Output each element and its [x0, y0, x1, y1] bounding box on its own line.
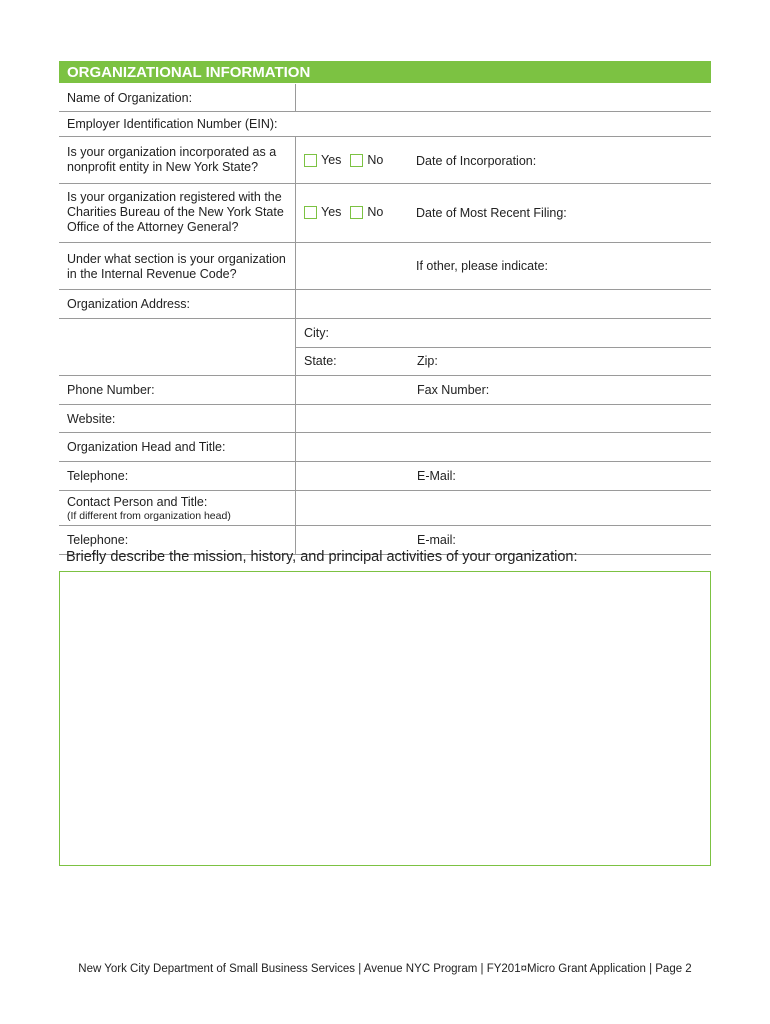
input-org-head[interactable] — [295, 433, 711, 461]
label-telephone: Telephone: — [67, 469, 129, 483]
label-irc-line1: Under what section is your organization — [67, 252, 286, 266]
mission-textarea[interactable] — [59, 571, 711, 866]
label-incorporated-no: No — [367, 153, 384, 167]
label-date-incorporation: Date of Incorporation: — [416, 154, 537, 168]
input-contact-person[interactable] — [295, 491, 711, 525]
label-org-address: Organization Address: — [67, 297, 190, 311]
label-phone: Phone Number: — [67, 383, 155, 397]
address-city-line — [296, 319, 711, 348]
label-email: E-Mail: — [417, 469, 456, 483]
row-phone — [59, 376, 711, 405]
label-fax: Fax Number: — [417, 383, 490, 397]
row-incorporated — [59, 137, 711, 184]
row-website — [59, 405, 711, 433]
describe-prompt: Briefly describe the mission, history, and principal activities of your organization: — [66, 549, 578, 565]
checkbox-incorporated-yes[interactable] — [304, 154, 317, 167]
page-footer: New York City Department of Small Business Services | Avenue NYC Program | FY201¤Micro Grant Application | Page 2 — [78, 963, 692, 975]
label-incorporated-line2: nonprofit entity in New York State? — [67, 160, 259, 174]
label-irc-line2: in the Internal Revenue Code? — [67, 267, 237, 281]
input-org-address[interactable] — [295, 290, 711, 318]
input-irc-section[interactable] — [295, 243, 405, 289]
label-contact-person: Contact Person and Title: — [67, 495, 208, 509]
checkbox-charities-no[interactable] — [350, 206, 363, 219]
checkbox-incorporated-no[interactable] — [350, 154, 363, 167]
label-charities-line2: Charities Bureau of the New York State — [67, 205, 284, 219]
row-charities — [59, 184, 711, 243]
label-contact-note: (If different from organization head) — [67, 510, 231, 522]
label-website: Website: — [67, 412, 116, 426]
label-charities-line1: Is your organization registered with the — [67, 190, 282, 204]
label-org-name: Name of Organization: — [67, 91, 193, 105]
row-telephone — [59, 462, 711, 491]
label-contact-email: E-mail: — [417, 533, 456, 547]
label-charities-no: No — [367, 205, 384, 219]
row-org-head — [59, 433, 711, 462]
row-ein — [59, 112, 711, 137]
row-address-details — [59, 319, 711, 376]
label-zip: Zip: — [417, 354, 438, 368]
label-incorporated-line1: Is your organization incorporated as a — [67, 145, 277, 159]
section-header: ORGANIZATIONAL INFORMATION — [59, 61, 711, 83]
org-info-form — [59, 84, 711, 555]
label-charities-yes: Yes — [321, 205, 342, 219]
row-irc-section — [59, 243, 711, 290]
row-org-name — [59, 84, 711, 112]
label-charities-line3: Office of the Attorney General? — [67, 220, 239, 234]
label-contact-telephone: Telephone: — [67, 533, 129, 547]
label-state: State: — [304, 354, 337, 368]
label-date-filing: Date of Most Recent Filing: — [416, 206, 567, 220]
label-if-other: If other, please indicate: — [416, 259, 549, 273]
checkbox-charities-yes[interactable] — [304, 206, 317, 219]
label-incorporated-yes: Yes — [321, 153, 342, 167]
input-website[interactable] — [295, 405, 711, 432]
label-org-head: Organization Head and Title: — [67, 440, 226, 454]
row-org-address — [59, 290, 711, 319]
label-city: City: — [304, 326, 329, 340]
input-org-name[interactable] — [295, 84, 711, 111]
label-ein: Employer Identification Number (EIN): — [67, 117, 278, 131]
row-contact-person — [59, 491, 711, 526]
